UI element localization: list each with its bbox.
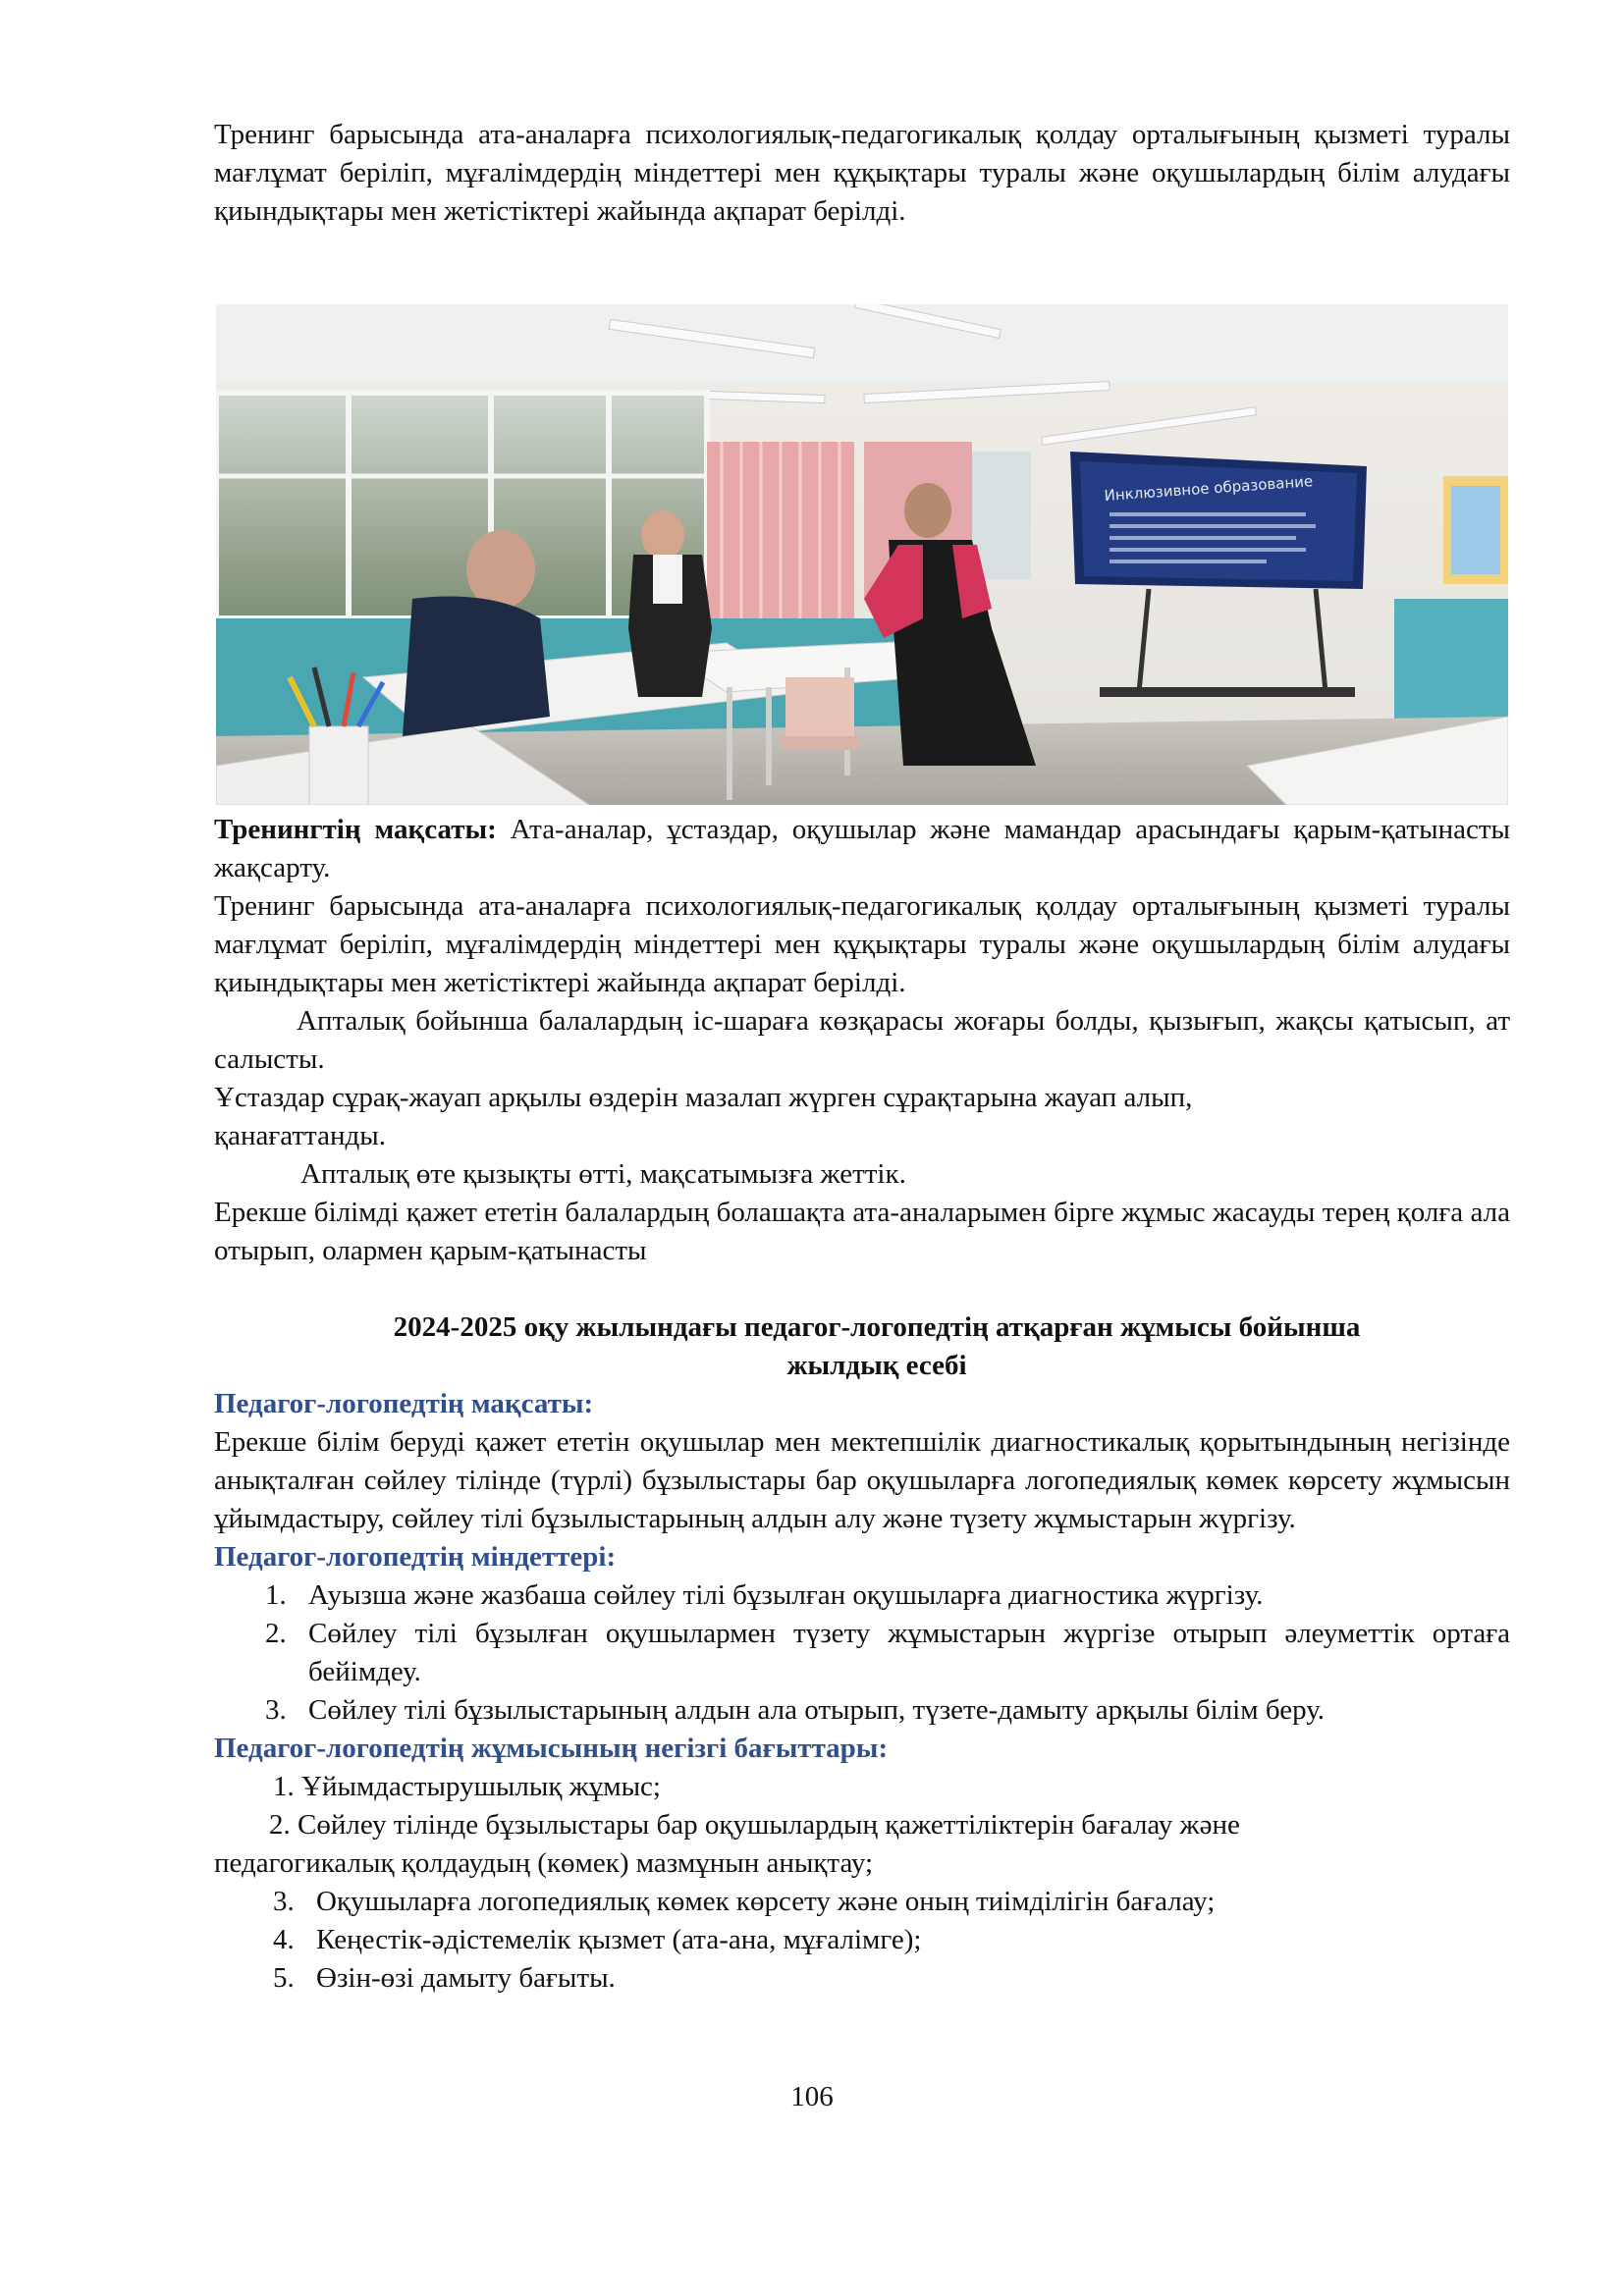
list-item: 1. Ауызша және жазбаша сөйлеу тілі бұзылған оқушыларға диагностика жүргізу. bbox=[265, 1579, 1264, 1611]
direction-2a: 2. Сөйлеу тілінде бұзылыстары бар оқушылардың қажеттіліктерін бағалау және bbox=[269, 1809, 1240, 1841]
tasks-heading: Педагог-логопедтің міндеттері: bbox=[214, 1541, 617, 1573]
week-paragraph: Апталық бойынша балалардың іс-шараға көзқарасы жоғары болды, қызығып, жақсы қатысып, ат салысты. bbox=[214, 1005, 1510, 1075]
special-paragraph: Ерекше білімді қажет ететін балалардың болашақта ата-аналарымен бірге жұмыс жасауды терең қолға ала отырып, олармен қарым-қатынасты bbox=[214, 1197, 1510, 1266]
photo-container bbox=[214, 304, 1510, 805]
direction-5: 5. Өзін-өзі дамыту бағыты. bbox=[273, 1962, 616, 1994]
list-item: 3. Сөйлеу тілі бұзылыстарының алдын ала отырып, түзете-дамыту арқылы білім беру. bbox=[265, 1694, 1326, 1726]
repeat-paragraph: Тренинг барысында ата-аналарға психологиялық-педагогикалық қолдау орталығының қызметі туралы мағлұмат беріліп, мұғалімдердің міндеттері мен құқықтары туралы және оқушылардың білім алудағы қиындықтары мен жетістіктері жайында ақпарат берілді. bbox=[214, 890, 1510, 998]
aim-heading: Педагог-логопедтің мақсаты: bbox=[214, 1388, 594, 1419]
page-number: 106 bbox=[790, 2081, 834, 2112]
screen-title: Инклюзивное образование bbox=[1104, 472, 1314, 505]
direction-1: 1. Ұйымдастырушылық жұмыс; bbox=[273, 1771, 661, 1802]
classroom-photo bbox=[216, 304, 1508, 805]
directions-heading: Педагог-логопедтің жұмысының негізгі бағыттары: bbox=[214, 1733, 889, 1764]
teachers-line-1: Ұстаздар сұрақ-жауап арқылы өздерін мазалап жүрген сұрақтарына жауап алып, bbox=[214, 1082, 1193, 1113]
aim-text: Ерекше білім беруді қажет ететін оқушылар мен мектепшілік диагностикалық қорытындының негізінде анықталған сөйлеу тілінде (түрлі) бұзылыстары бар оқушыларға логопедиялық көмек көрсету жұмысын ұйымдастыру, сөйлеу тілі бұзылыстарының алдын алу және түзету жұмыстарын жүргізу. bbox=[214, 1426, 1510, 1534]
training-goal-label: Тренингтің мақсаты: bbox=[214, 814, 497, 845]
teachers-line-2: қанағаттанды. bbox=[214, 1120, 386, 1151]
list-item: 2. Сөйлеу тілі бұзылған оқушылармен түзету жұмыстарын жүргізе отырып әлеуметтік ортаға бейімдеу. bbox=[265, 1618, 1510, 1687]
direction-2b: педагогикалық қолдаудың (көмек) мазмұнын анықтау; bbox=[214, 1847, 874, 1879]
training-goal bbox=[214, 811, 1510, 887]
intro-paragraph: Тренинг барысында ата-аналарға психологиялық-педагогикалық қолдау орталығының қызметі туралы мағлұмат беріліп, мұғалімдердің міндеттері мен құқықтары туралы және оқушылардың білім алудағы қиындықтары мен жетістіктері жайында ақпарат берілді. bbox=[214, 119, 1510, 227]
report-title-line-2: жылдық есебі bbox=[786, 1350, 967, 1381]
training-goal-text: Ата-аналар, ұстаздар, оқушылар және мамандар арасындағы қарым-қатынасты жақсарту. bbox=[214, 814, 1510, 883]
tasks-list bbox=[214, 1576, 1510, 1730]
direction-4: 4. Кеңестік-әдістемелік қызмет (ата-ана, мұғалімге); bbox=[273, 1924, 922, 1955]
report-title-line-1: 2024-2025 оқу жылындағы педагог-логопедтің атқарған жұмысы бойынша bbox=[393, 1311, 1361, 1343]
week-result: Апталық өте қызықты өтті, мақсатымызға жеттік. bbox=[300, 1158, 906, 1190]
direction-3: 3. Оқушыларға логопедиялық көмек көрсету және оның тиімділігін бағалау; bbox=[273, 1886, 1216, 1917]
page-content bbox=[214, 116, 1510, 1998]
